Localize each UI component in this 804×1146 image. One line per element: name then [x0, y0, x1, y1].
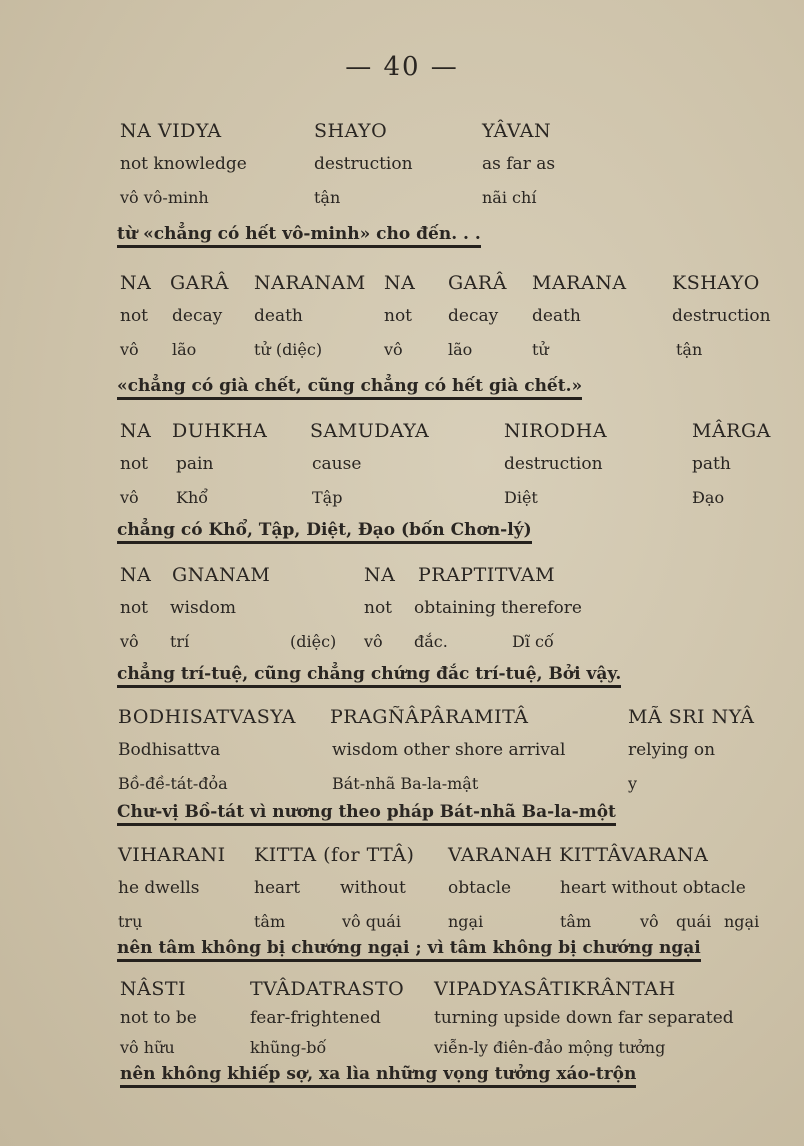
- english-gloss: not: [120, 454, 149, 474]
- sanskrit-term: MARANA: [532, 272, 627, 294]
- vietnamese-gloss: Đạo: [692, 488, 725, 507]
- vietnamese-gloss: ngại: [448, 912, 484, 931]
- verse-block-7: [0, 978, 804, 1084]
- verse-block-5: [0, 706, 804, 822]
- sanskrit-term: NA VIDYA: [120, 120, 222, 142]
- english-gloss: not: [384, 306, 413, 326]
- sanskrit-term: PRAPTITVAM: [418, 564, 556, 586]
- sanskrit-term: YÂVAN: [482, 120, 552, 142]
- english-gloss: not: [364, 598, 393, 618]
- english-gloss: wisdom: [170, 598, 236, 618]
- sanskrit-term: PRAGÑÂPÂRAMITÂ: [330, 706, 529, 728]
- verse-block-3: [0, 420, 804, 540]
- english-gloss: pain: [176, 454, 214, 474]
- english-gloss: cause: [312, 454, 362, 474]
- english-gloss: not knowledge: [120, 154, 247, 174]
- sanskrit-term: GARÂ: [448, 272, 507, 294]
- summary-translation: «chẳng có già chết, cũng chẳng có hết già chết.»: [117, 376, 582, 400]
- vietnamese-gloss: trụ: [118, 912, 143, 931]
- english-gloss: heart: [254, 878, 301, 898]
- summary-translation: nên tâm không bị chướng ngại ; vì tâm không bị chướng ngại: [117, 938, 701, 962]
- verse-block-2: [0, 272, 804, 396]
- summary-translation: chẳng có Khổ, Tập, Diệt, Đạo (bốn Chơn-lý): [117, 520, 532, 544]
- vietnamese-gloss: tận: [314, 188, 341, 207]
- vietnamese-gloss: ngại: [724, 912, 760, 931]
- sanskrit-term: NA: [120, 272, 152, 294]
- sanskrit-term: VIPADYASÂTIKRÂNTAH: [434, 978, 676, 1000]
- vietnamese-gloss: vô vô-minh: [120, 188, 209, 207]
- english-gloss: destruction: [504, 454, 603, 474]
- summary-translation: nên không khiếp sợ, xa lìa những vọng tưởng xáo-trộn: [120, 1064, 636, 1088]
- sanskrit-term: DUHKHA: [172, 420, 268, 442]
- vietnamese-gloss: tử: [532, 340, 549, 359]
- vietnamese-gloss: tâm: [254, 912, 286, 931]
- english-gloss: not to be: [120, 1008, 197, 1028]
- english-gloss: heart without obtacle: [560, 878, 746, 898]
- vietnamese-gloss: lão: [448, 340, 473, 359]
- english-gloss: decay: [448, 306, 499, 326]
- vietnamese-gloss: lão: [172, 340, 197, 359]
- vietnamese-gloss: Khổ: [176, 488, 209, 507]
- sanskrit-term: GNANAM: [172, 564, 271, 586]
- english-gloss: decay: [172, 306, 223, 326]
- vietnamese-gloss: vô hữu: [120, 1038, 175, 1057]
- sanskrit-term: NA: [364, 564, 396, 586]
- vietnamese-gloss: vô: [120, 632, 139, 651]
- sanskrit-term: TVÂDATRASTO: [250, 978, 405, 1000]
- vietnamese-gloss: vô: [364, 632, 383, 651]
- vietnamese-gloss: Dĩ cố: [512, 632, 554, 651]
- vietnamese-gloss: Bát-nhã Ba-la-mật: [332, 774, 479, 793]
- english-gloss: obtacle: [448, 878, 512, 898]
- page-number: — 40 —: [345, 52, 459, 82]
- vietnamese-gloss: vô: [640, 912, 659, 931]
- english-gloss: not: [120, 306, 149, 326]
- english-gloss: relying on: [628, 740, 716, 760]
- sanskrit-term: NA: [384, 272, 416, 294]
- sanskrit-term: KSHAYO: [672, 272, 760, 294]
- sanskrit-term: NIRODHA: [504, 420, 608, 442]
- vietnamese-gloss: quái: [676, 912, 712, 931]
- verse-block-6: [0, 844, 804, 958]
- sanskrit-term: SHAYO: [314, 120, 388, 142]
- vietnamese-gloss: trí: [170, 632, 190, 651]
- sanskrit-term: GARÂ: [170, 272, 229, 294]
- english-gloss: he dwells: [118, 878, 200, 898]
- sanskrit-term: MÂRGA: [692, 420, 771, 442]
- vietnamese-gloss: tận: [676, 340, 703, 359]
- english-gloss: destruction: [672, 306, 771, 326]
- english-gloss: obtaining therefore: [414, 598, 582, 618]
- sanskrit-term: BODHISATVASYA: [118, 706, 297, 728]
- vietnamese-gloss: vô: [120, 340, 139, 359]
- english-gloss: path: [692, 454, 731, 474]
- summary-translation: Chư-vị Bồ-tát vì nương theo pháp Bát-nhã Ba-la-một: [117, 802, 616, 826]
- vietnamese-gloss: tử (diệc): [254, 340, 323, 359]
- english-gloss: wisdom other shore arrival: [332, 740, 566, 760]
- english-gloss: not: [120, 598, 149, 618]
- sanskrit-term: SAMUDAYA: [310, 420, 430, 442]
- english-gloss: turning upside down far separated: [434, 1008, 734, 1028]
- summary-translation: từ «chẳng có hết vô-minh» cho đến. . .: [117, 224, 481, 248]
- sanskrit-term: MÃ SRI NYÂ: [628, 706, 755, 728]
- sanskrit-term: KITTA (for TTÂ): [254, 844, 415, 866]
- vietnamese-gloss: viễn-ly điên-đảo mộng tưởng: [434, 1038, 666, 1057]
- english-gloss: death: [532, 306, 581, 326]
- sanskrit-term: NA: [120, 420, 152, 442]
- english-gloss: Bodhisattva: [118, 740, 221, 760]
- vietnamese-gloss: Tập: [312, 488, 343, 507]
- sanskrit-term: VARANAH KITTÂVARANA: [448, 844, 709, 866]
- english-gloss: destruction: [314, 154, 413, 174]
- vietnamese-gloss: (diệc): [290, 632, 337, 651]
- english-gloss: as far as: [482, 154, 556, 174]
- english-gloss: death: [254, 306, 303, 326]
- vietnamese-gloss: tâm: [560, 912, 592, 931]
- vietnamese-gloss: y: [628, 774, 638, 793]
- vietnamese-gloss: nãi chí: [482, 188, 537, 207]
- sanskrit-term: VIHARANI: [118, 844, 226, 866]
- vietnamese-gloss: vô: [384, 340, 403, 359]
- verse-block-1: [0, 120, 804, 244]
- english-gloss: without: [340, 878, 406, 898]
- verse-block-4: [0, 564, 804, 684]
- vietnamese-gloss: khũng-bố: [250, 1038, 327, 1057]
- summary-translation: chẳng trí-tuệ, cũng chẳng chứng đắc trí-tuệ, Bởi vậy.: [117, 664, 621, 688]
- sanskrit-term: NA: [120, 564, 152, 586]
- english-gloss: fear-frightened: [250, 1008, 381, 1028]
- vietnamese-gloss: Diệt: [504, 488, 538, 507]
- sanskrit-term: NÂSTI: [120, 978, 187, 1000]
- vietnamese-gloss: Bồ-đề-tát-đỏa: [118, 774, 228, 793]
- vietnamese-gloss: vô quái: [342, 912, 401, 931]
- vietnamese-gloss: vô: [120, 488, 139, 507]
- vietnamese-gloss: đắc.: [414, 632, 448, 651]
- sanskrit-term: NARANAM: [254, 272, 366, 294]
